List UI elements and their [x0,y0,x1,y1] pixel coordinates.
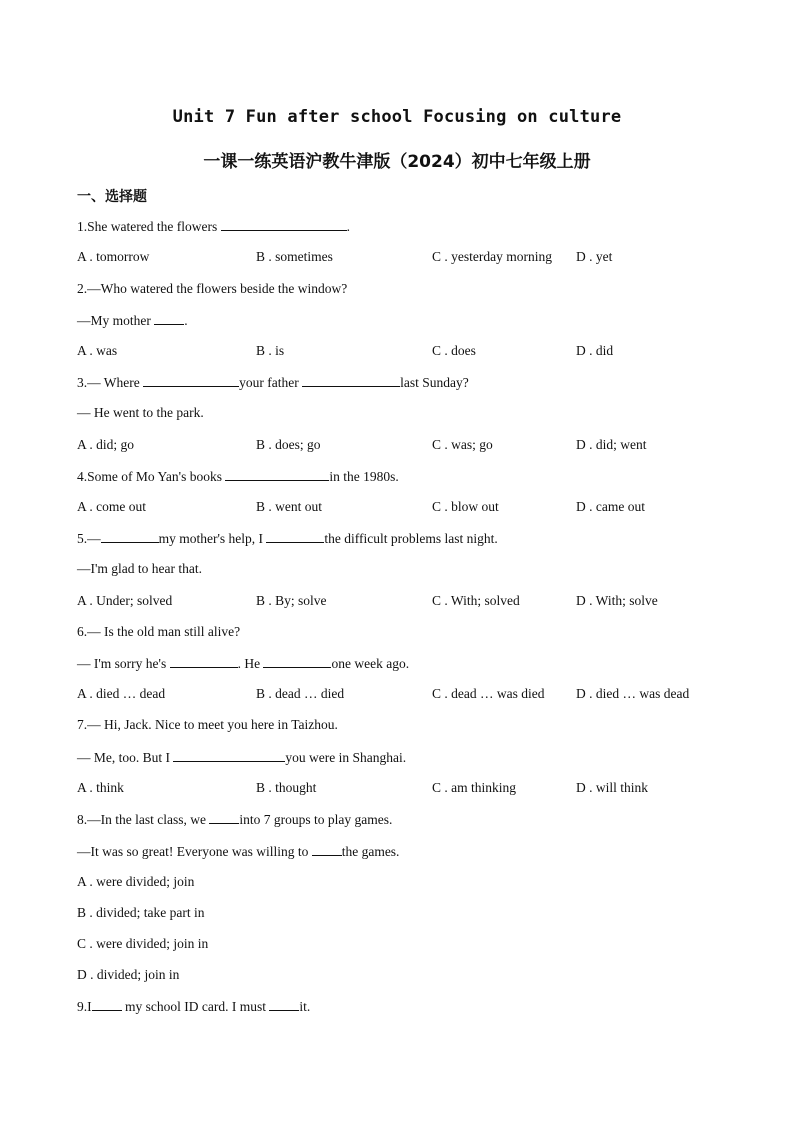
question-3: 3.— Where your father last Sunday? [77,375,469,390]
question-7: 7.— Hi, Jack. Nice to meet you here in Taizhou. [77,717,338,732]
page-title: Unit 7 Fun after school Focusing on culture [172,107,622,127]
q5-option-a[interactable]: A . Under; solved [77,593,173,608]
question-1: 1.She watered the flowers . [77,219,350,234]
answer-blank [266,529,324,543]
answer-blank [225,467,329,481]
q6-option-d[interactable]: D . died … was dead [576,686,690,701]
answer-blank [143,373,239,387]
question-7-reply: — Me, too. But I you were in Shanghai. [77,750,407,765]
answer-blank [209,810,239,824]
answer-blank [92,997,122,1011]
q4-option-a[interactable]: A . come out [77,499,146,514]
q2-option-b[interactable]: B . is [256,343,285,358]
question-4: 4.Some of Mo Yan's books in the 1980s. [77,469,399,484]
answer-blank [269,997,299,1011]
q3-option-b[interactable]: B . does; go [256,437,321,452]
q2-option-a[interactable]: A . was [77,343,118,358]
q4-option-d[interactable]: D . came out [576,499,645,514]
answer-blank [101,529,159,543]
question-8-reply: —It was so great! Everyone was willing to the games. [77,844,400,859]
answer-blank [221,217,347,231]
q7-option-a[interactable]: A . think [77,780,124,795]
q1-option-c[interactable]: C . yesterday morning [432,249,552,264]
section-heading: 一、选择题 [77,189,147,205]
answer-blank [263,654,331,668]
q2-option-c[interactable]: C . does [432,343,476,358]
answer-blank [312,842,342,856]
answer-blank [170,654,238,668]
question-2: 2.—Who watered the flowers beside the window? [77,281,348,296]
q5-option-d[interactable]: D . With; solve [576,593,658,608]
question-8: 8.—In the last class, we into 7 groups to play games. [77,812,393,827]
question-6: 6.— Is the old man still alive? [77,624,241,639]
q4-option-c[interactable]: C . blow out [432,499,499,514]
q1-option-d[interactable]: D . yet [576,249,613,264]
question-5: 5.— my mother's help, I the difficult problems last night. [77,531,498,546]
question-9: 9.I my school ID card. I must it. [77,999,311,1014]
q5-option-c[interactable]: C . With; solved [432,593,520,608]
q7-option-b[interactable]: B . thought [256,780,317,795]
q8-option-c[interactable]: C . were divided; join in [77,936,209,951]
answer-blank [302,373,400,387]
q3-option-c[interactable]: C . was; go [432,437,493,452]
q8-option-d[interactable]: D . divided; join in [77,967,180,982]
q8-option-b[interactable]: B . divided; take part in [77,905,205,920]
q6-option-a[interactable]: A . died … dead [77,686,166,701]
question-6-reply: — I'm sorry he's . He one week ago. [77,656,410,671]
q2-option-d[interactable]: D . did [576,343,614,358]
question-2-reply: —My mother . [77,313,188,328]
page-subtitle: 一课一练英语沪教牛津版（2024）初中七年级上册 [203,152,591,172]
question-3-reply: — He went to the park. [77,405,204,420]
q3-option-d[interactable]: D . did; went [576,437,647,452]
q4-option-b[interactable]: B . went out [256,499,322,514]
q1-option-b[interactable]: B . sometimes [256,249,333,264]
q6-option-c[interactable]: C . dead … was died [432,686,545,701]
q7-option-d[interactable]: D . will think [576,780,649,795]
q5-option-b[interactable]: B . By; solve [256,593,327,608]
answer-blank [154,311,184,325]
answer-blank [173,748,285,762]
q7-option-c[interactable]: C . am thinking [432,780,516,795]
q8-option-a[interactable]: A . were divided; join [77,874,195,889]
question-5-reply: —I'm glad to hear that. [77,561,203,576]
q1-option-a[interactable]: A . tomorrow [77,249,150,264]
q6-option-b[interactable]: B . dead … died [256,686,345,701]
q3-option-a[interactable]: A . did; go [77,437,135,452]
